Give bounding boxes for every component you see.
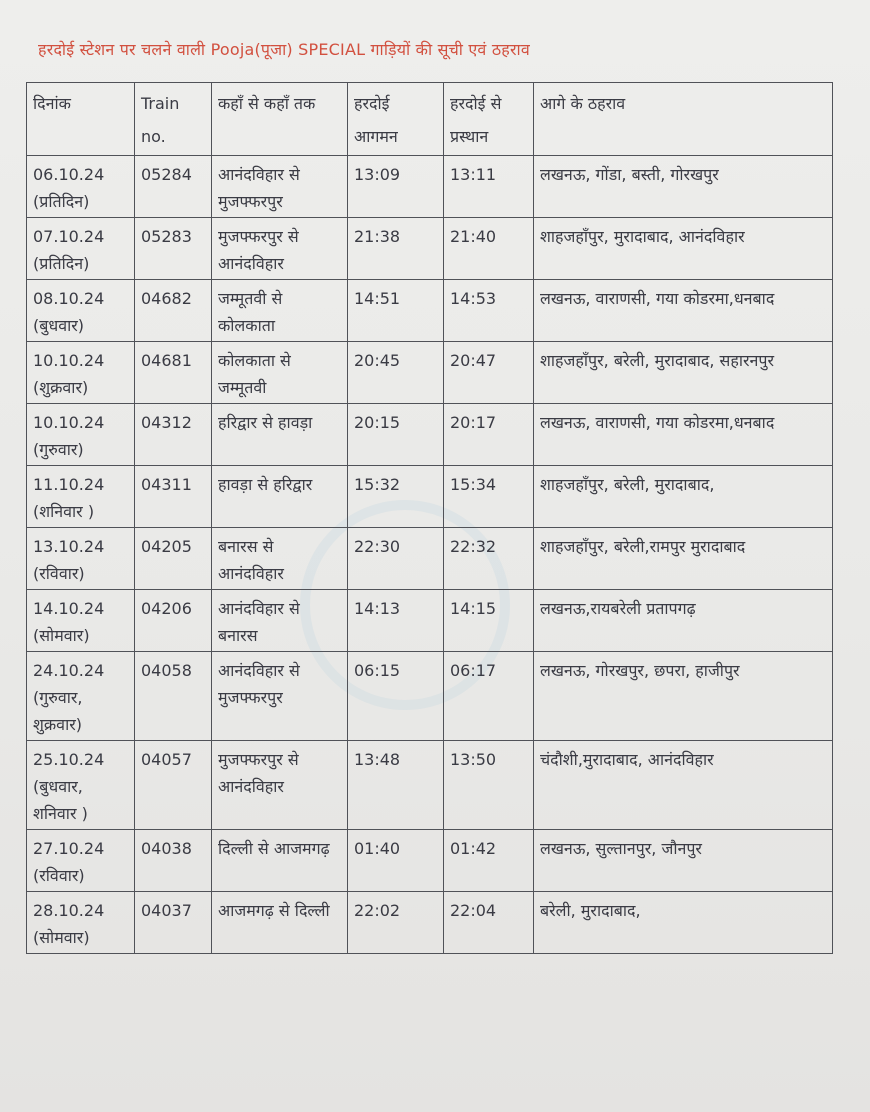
date-value: 08.10.24: [33, 289, 105, 308]
cell-arrival: 22:02: [348, 892, 444, 954]
cell-route: मुजफ्फरपुर से आनंदविहार: [212, 741, 348, 830]
cell-route: हरिद्वार से हावड़ा: [212, 404, 348, 466]
cell-departure: 14:15: [444, 590, 534, 652]
cell-arrival: 13:48: [348, 741, 444, 830]
cell-stops: लखनऊ, सुल्तानपुर, जौनपुर: [534, 830, 833, 892]
table-row: [27, 528, 833, 590]
cell-departure: 22:04: [444, 892, 534, 954]
cell-arrival: 15:32: [348, 466, 444, 528]
table-row: [27, 280, 833, 342]
day-value: (शुक्रवार): [33, 378, 89, 397]
cell-date: [27, 218, 135, 280]
table-row: [27, 342, 833, 404]
cell-date: [27, 280, 135, 342]
cell-date: [27, 590, 135, 652]
cell-date: [27, 466, 135, 528]
day-value: (शनिवार ): [33, 502, 95, 521]
cell-route: आजमगढ़ से दिल्ली: [212, 892, 348, 954]
day-value: (गुरुवार): [33, 440, 84, 459]
cell-route: जम्मूतवी से कोलकाता: [212, 280, 348, 342]
cell-stops: लखनऊ, वाराणसी, गया कोडरमा,धनबाद: [534, 280, 833, 342]
date-value: 24.10.24: [33, 661, 105, 680]
date-value: 06.10.24: [33, 165, 105, 184]
cell-date: [27, 892, 135, 954]
cell-route: बनारस से आनंदविहार: [212, 528, 348, 590]
cell-train-no: 04037: [135, 892, 212, 954]
cell-arrival: 21:38: [348, 218, 444, 280]
cell-stops: शाहजहाँपुर, बरेली,रामपुर मुरादाबाद: [534, 528, 833, 590]
train-schedule-table: [26, 82, 833, 954]
day-value: (बुधवार): [33, 316, 85, 335]
cell-departure: 22:32: [444, 528, 534, 590]
table-row: [27, 404, 833, 466]
cell-arrival: 14:51: [348, 280, 444, 342]
cell-route: दिल्ली से आजमगढ़: [212, 830, 348, 892]
day-value: (रविवार): [33, 564, 85, 583]
table-row: [27, 741, 833, 830]
cell-train-no: 04681: [135, 342, 212, 404]
cell-train-no: 04205: [135, 528, 212, 590]
table-row: [27, 652, 833, 741]
day-value: (सोमवार): [33, 626, 90, 645]
cell-route: हावड़ा से हरिद्वार: [212, 466, 348, 528]
cell-date: [27, 404, 135, 466]
cell-route: कोलकाता से जम्मूतवी: [212, 342, 348, 404]
cell-stops: लखनऊ, वाराणसी, गया कोडरमा,धनबाद: [534, 404, 833, 466]
cell-train-no: 04206: [135, 590, 212, 652]
table-row: [27, 590, 833, 652]
date-value: 14.10.24: [33, 599, 105, 618]
cell-departure: 14:53: [444, 280, 534, 342]
cell-arrival: 01:40: [348, 830, 444, 892]
cell-stops: बरेली, मुरादाबाद,: [534, 892, 833, 954]
cell-departure: 13:50: [444, 741, 534, 830]
cell-train-no: 04311: [135, 466, 212, 528]
date-value: 28.10.24: [33, 901, 105, 920]
cell-stops: लखनऊ,रायबरेली प्रतापगढ़: [534, 590, 833, 652]
cell-departure: 20:47: [444, 342, 534, 404]
cell-train-no: 05284: [135, 156, 212, 218]
table-row: [27, 830, 833, 892]
cell-arrival: 20:45: [348, 342, 444, 404]
cell-train-no: 04682: [135, 280, 212, 342]
day-value: (गुरुवार, शुक्रवार): [33, 688, 83, 734]
table-header-row: [27, 83, 833, 156]
date-value: 13.10.24: [33, 537, 105, 556]
cell-route: आनंदविहार से मुजफ्फरपुर: [212, 652, 348, 741]
cell-date: [27, 528, 135, 590]
cell-date: [27, 342, 135, 404]
cell-date: [27, 652, 135, 741]
cell-arrival: 06:15: [348, 652, 444, 741]
cell-train-no: 04058: [135, 652, 212, 741]
cell-train-no: 04057: [135, 741, 212, 830]
cell-date: [27, 741, 135, 830]
table-row: [27, 892, 833, 954]
cell-arrival: 14:13: [348, 590, 444, 652]
cell-departure: 15:34: [444, 466, 534, 528]
cell-arrival: 22:30: [348, 528, 444, 590]
cell-route: मुजफ्फरपुर से आनंदविहार: [212, 218, 348, 280]
cell-train-no: 04038: [135, 830, 212, 892]
cell-stops: चंदौशी,मुरादाबाद, आनंदविहार: [534, 741, 833, 830]
date-value: 07.10.24: [33, 227, 105, 246]
date-value: 25.10.24: [33, 750, 105, 769]
cell-stops: लखनऊ, गोरखपुर, छपरा, हाजीपुर: [534, 652, 833, 741]
header-route: कहाँ से कहाँ तक: [212, 83, 348, 156]
day-value: (बुधवार, शनिवार ): [33, 777, 88, 823]
date-value: 11.10.24: [33, 475, 105, 494]
table-row: [27, 466, 833, 528]
table-row: [27, 218, 833, 280]
cell-date: [27, 156, 135, 218]
day-value: (सोमवार): [33, 928, 90, 947]
header-date: दिनांक: [27, 83, 135, 156]
day-value: (रविवार): [33, 866, 85, 885]
day-value: (प्रतिदिन): [33, 254, 90, 273]
cell-departure: 01:42: [444, 830, 534, 892]
cell-departure: 13:11: [444, 156, 534, 218]
table-row: [27, 156, 833, 218]
header-arrival: हरदोई आगमन: [348, 83, 444, 156]
cell-route: आनंदविहार से मुजफ्फरपुर: [212, 156, 348, 218]
table-body: [27, 156, 833, 954]
cell-train-no: 05283: [135, 218, 212, 280]
cell-stops: शाहजहाँपुर, बरेली, मुरादाबाद, सहारनपुर: [534, 342, 833, 404]
day-value: (प्रतिदिन): [33, 192, 90, 211]
cell-route: आनंदविहार से बनारस: [212, 590, 348, 652]
cell-departure: 06:17: [444, 652, 534, 741]
cell-departure: 20:17: [444, 404, 534, 466]
header-stops: आगे के ठहराव: [534, 83, 833, 156]
cell-stops: शाहजहाँपुर, बरेली, मुरादाबाद,: [534, 466, 833, 528]
cell-departure: 21:40: [444, 218, 534, 280]
header-departure: हरदोई से प्रस्थान: [444, 83, 534, 156]
header-train-no: Train no.: [135, 83, 212, 156]
date-value: 10.10.24: [33, 413, 105, 432]
date-value: 10.10.24: [33, 351, 105, 370]
cell-stops: शाहजहाँपुर, मुरादाबाद, आनंदविहार: [534, 218, 833, 280]
cell-arrival: 20:15: [348, 404, 444, 466]
page-title: हरदोई स्टेशन पर चलने वाली Pooja(पूजा) SPECIAL गाड़ियों की सूची एवं ठहराव: [38, 40, 530, 59]
cell-arrival: 13:09: [348, 156, 444, 218]
cell-date: [27, 830, 135, 892]
cell-train-no: 04312: [135, 404, 212, 466]
cell-stops: लखनऊ, गोंडा, बस्ती, गोरखपुर: [534, 156, 833, 218]
date-value: 27.10.24: [33, 839, 105, 858]
